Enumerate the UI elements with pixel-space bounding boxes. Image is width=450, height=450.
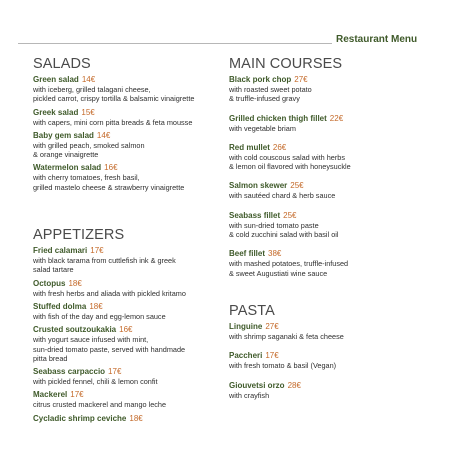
menu-item-heading — [33, 414, 233, 424]
dish-name: Greek salad — [33, 107, 79, 117]
dish-description: with sun-dried tomato paste — [229, 220, 319, 230]
dish-price: 17€ — [70, 390, 84, 400]
dish-price: 27€ — [294, 75, 308, 84]
dish-description: with crayfish — [229, 390, 270, 400]
dish-description: pitta bread — [33, 353, 68, 363]
appetizers-section — [33, 226, 233, 424]
menu-item — [33, 367, 233, 386]
dish-name: Mackerel — [33, 390, 68, 400]
dish-description: with black tarama from cuttlefish ink & greek — [33, 256, 176, 266]
salads-list — [33, 75, 233, 192]
dish-name: Green salad — [33, 75, 79, 84]
menu-item — [33, 302, 233, 321]
dish-description: with cherry tomatoes, fresh basil, — [33, 173, 140, 183]
menu-item — [229, 143, 434, 172]
right-column — [229, 55, 434, 410]
dish-name: Stuffed dolma — [33, 301, 87, 311]
menu-item-heading — [33, 279, 233, 289]
dish-price: 16€ — [104, 163, 118, 173]
dish-description: with roasted sweet potato — [229, 85, 312, 94]
header-rule — [18, 43, 332, 44]
menu-item — [229, 211, 434, 240]
menu-item-heading — [33, 390, 233, 400]
dish-name: Linguine — [229, 321, 263, 331]
dish-price: 18€ — [89, 301, 103, 311]
salads-section — [33, 55, 233, 192]
dish-price: 18€ — [129, 413, 143, 423]
menu-item-heading — [33, 246, 233, 256]
dish-name: Red mullet — [229, 142, 270, 152]
left-column — [33, 55, 233, 428]
dish-name: Watermelon salad — [33, 163, 102, 173]
dish-description: with fresh herbs and aliada with pickled kritamo — [33, 288, 186, 298]
section-title-appetizers: APPETIZERS — [33, 227, 125, 244]
dish-description: with fish of the day and egg-lemon sauce — [33, 311, 166, 321]
dish-price: 18€ — [68, 278, 82, 288]
dish-description: & sweet Augustiati wine sauce — [229, 268, 328, 278]
dish-price: 38€ — [268, 249, 282, 259]
main-courses-list — [229, 75, 434, 278]
menu-item — [33, 246, 233, 275]
dish-price: 28€ — [287, 380, 301, 390]
dish-description: with capers, mini corn pitta breads & feta mousse — [33, 117, 193, 127]
dish-description: grilled mastelo cheese & strawberry vinaigrette — [33, 182, 185, 192]
dish-name: Salmon skewer — [229, 181, 288, 191]
menu-item — [229, 114, 434, 133]
menu-item-heading — [33, 367, 233, 377]
dish-price: 14€ — [81, 75, 96, 84]
menu-item — [33, 414, 233, 424]
section-title-pasta: PASTA — [229, 302, 275, 319]
menu-item — [229, 322, 434, 341]
dish-description: with mashed potatoes, truffle-infused — [229, 259, 349, 269]
menu-item-heading — [33, 75, 233, 85]
dish-description: & cold zucchini salad with basil oil — [229, 230, 339, 240]
menu-item-heading — [229, 322, 434, 332]
dish-description: & lemon oil flavored with honeysuckle — [229, 162, 351, 172]
dish-name: Baby gem salad — [33, 130, 94, 140]
menu-title: Restaurant Menu — [336, 34, 418, 45]
menu-item-heading — [33, 108, 233, 118]
dish-description: with vegetable briam — [229, 123, 296, 133]
dish-description: with sautéed chard & herb sauce — [229, 191, 336, 201]
dish-price: 27€ — [265, 321, 279, 331]
menu-item — [229, 181, 434, 200]
menu-item — [33, 163, 233, 192]
dish-price: 25€ — [283, 210, 297, 220]
dish-name: Paccheri — [229, 351, 263, 361]
dish-price: 17€ — [90, 246, 104, 256]
dish-name: Fried calamari — [33, 246, 88, 256]
dish-name: Crusted soutzoukakia — [33, 325, 117, 335]
dish-name: Beef fillet — [229, 249, 266, 259]
dish-description: with iceberg, grilled talagani cheese, — [33, 85, 151, 94]
menu-item — [229, 351, 434, 370]
section-title-salads: SALADS — [33, 56, 91, 72]
dish-price: 25€ — [290, 181, 304, 191]
menu-item-heading — [229, 75, 434, 85]
pasta-list — [229, 322, 434, 400]
dish-price: 22€ — [329, 113, 344, 123]
menu-item-heading — [229, 114, 434, 124]
menu-item — [33, 279, 233, 298]
menu-item-heading — [229, 381, 434, 391]
dish-description: with pickled fennel, chili & lemon confit — [33, 377, 158, 387]
menu-item-heading — [229, 351, 434, 361]
menu-item-heading — [33, 325, 233, 335]
menu-item — [229, 249, 434, 278]
dish-description: salad tartare — [33, 265, 74, 275]
menu-item-heading — [229, 181, 434, 191]
menu-item — [33, 108, 233, 127]
section-spacer — [33, 196, 233, 226]
menu-item-heading — [33, 163, 233, 173]
dish-name: Grilled chicken thigh fillet — [229, 113, 327, 123]
dish-name: Octopus — [33, 278, 66, 288]
dish-price: 26€ — [272, 142, 287, 152]
main-courses-section — [229, 55, 434, 278]
dish-description: citrus crusted mackerel and mango leche — [33, 400, 167, 410]
appetizers-list — [33, 246, 233, 424]
dish-description: sun-dried tomato paste, served with handmade — [33, 344, 186, 354]
menu-item-heading — [33, 302, 233, 312]
menu-item — [33, 325, 233, 363]
dish-price: 17€ — [108, 367, 122, 377]
dish-price: 15€ — [81, 107, 95, 117]
dish-name: Cycladic shrimp ceviche — [33, 413, 127, 423]
dish-description: with shrimp saganaki & feta cheese — [229, 331, 344, 341]
menu-item — [229, 75, 434, 104]
menu-item-heading — [229, 249, 434, 259]
dish-name: Black pork chop — [229, 75, 292, 84]
dish-description: with yogurt sauce infused with mint, — [33, 335, 149, 345]
menu-item — [229, 381, 434, 400]
menu-item-heading — [229, 143, 434, 153]
section-title-main-courses: MAIN COURSES — [229, 56, 343, 72]
menu-item-heading — [33, 131, 233, 141]
menu-item — [33, 75, 233, 104]
menu-item — [33, 390, 233, 409]
menu-item — [33, 131, 233, 160]
dish-price: 14€ — [96, 130, 111, 140]
section-spacer — [229, 288, 434, 302]
dish-price: 17€ — [265, 351, 279, 361]
menu-item-heading — [229, 211, 434, 221]
dish-name: Giouvetsi orzo — [229, 380, 285, 390]
dish-description: & truffle-infused gravy — [229, 94, 300, 104]
dish-description: with grilled peach, smoked salmon — [33, 140, 145, 150]
pasta-section — [229, 302, 434, 400]
dish-name: Seabass fillet — [229, 210, 281, 220]
dish-description: with fresh tomato & basil (Vegan) — [229, 361, 337, 371]
dish-price: 16€ — [119, 325, 133, 335]
dish-description: pickled carrot, crispy tortilla & balsamic vinaigrette — [33, 94, 195, 104]
dish-description: with cold couscous salad with herbs — [229, 152, 345, 162]
dish-description: & orange vinaigrette — [33, 150, 99, 160]
dish-name: Seabass carpaccio — [33, 367, 106, 377]
